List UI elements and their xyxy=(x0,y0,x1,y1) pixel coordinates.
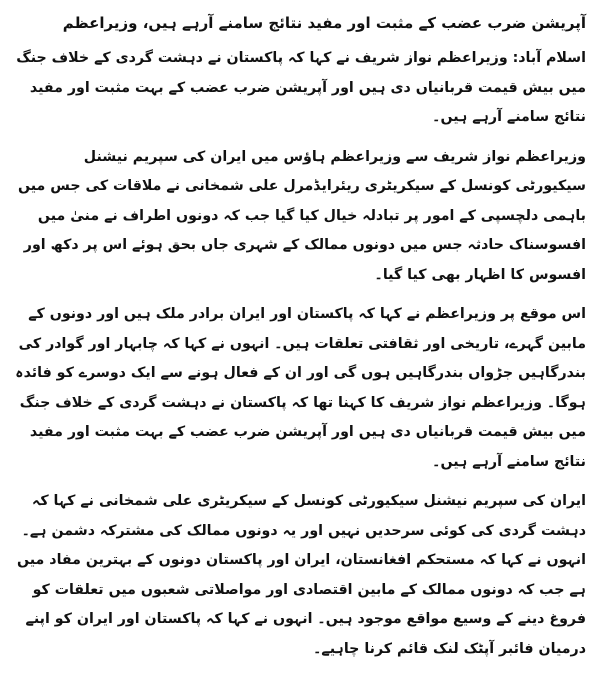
article-paragraph: اس موقع پر وزیراعظم نے کہا کہ پاکستان اور ایران برادر ملک ہیں اور دونوں کے مابین گہرے، تاریخی اور ثقافتی تعلقات ہیں۔ انہوں نے کہا کہ چابہار اور گوادر کی بندرگاہیں جڑواں بندرگاہیں ہوں گی اور ان کے فعال ہونے سے ایک دوسرے کو فائدہ ہوگا۔ وزیراعظم نواز شریف کا کہنا تھا کہ پاکستان نے دہشت گردی کے خلاف جنگ میں بیش قیمت قربانیاں دی ہیں اور آپریشن ضرب عضب کے بہت مثبت اور مفید نتائج سامنے آرہے ہیں۔ xyxy=(15,306,586,470)
news-article xyxy=(14,8,586,674)
article-paragraph: وزیراعظم نواز شریف سے وزیراعظم ہاؤس میں ایران کی سپریم نیشنل سیکیورٹی کونسل کے سیکریٹری ریئرایڈمرل علی شمخانی نے ملاقات کی جس میں باہمی دلچسپی کے امور پر تبادلہ خیال کیا گیا جب کہ دونوں اطراف نے منیٰ میں افسوسناک حادثہ جس میں دونوں ممالک کے شہری جاں بحق ہوئے اس پر دکھ اور افسوس کا اظہار بھی کیا گیا۔ xyxy=(17,148,586,283)
article-paragraph: اسلام آباد: وزیراعظم نواز شریف نے کہا کہ پاکستان نے دہشت گردی کے خلاف جنگ میں بیش قیمت قربانیاں دی ہیں اور آپریشن ضرب عضب کے بہت مثبت اور مفید نتائج سامنے آرہے ہیں۔ xyxy=(16,50,586,125)
article-paragraph: ایران کی سپریم نیشنل سیکیورٹی کونسل کے سیکریٹری علی شمخانی نے کہا کہ دہشت گردی کی کوئی سرحدیں نہیں اور یہ دونوں ممالک کی مشترکہ دشمن ہے۔ انہوں نے کہا کہ مستحکم افغانستان، ایران اور پاکستان دونوں کے بہترین مفاد میں ہے جب کہ دونوں ممالک کے مابین اقتصادی اور مواصلاتی شعبوں میں تعلقات کو فروغ دینے کے وسیع مواقع موجود ہیں۔ انہوں نے کہا کہ پاکستان اور ایران کو اپنے درمیان فائبر آپٹک لنک قائم کرنا چاہیے۔ xyxy=(17,493,586,657)
article-headline: آپریشن ضرب عضب کے مثبت اور مفید نتائج سامنے آرہے ہیں، وزیراعظم xyxy=(62,14,586,32)
